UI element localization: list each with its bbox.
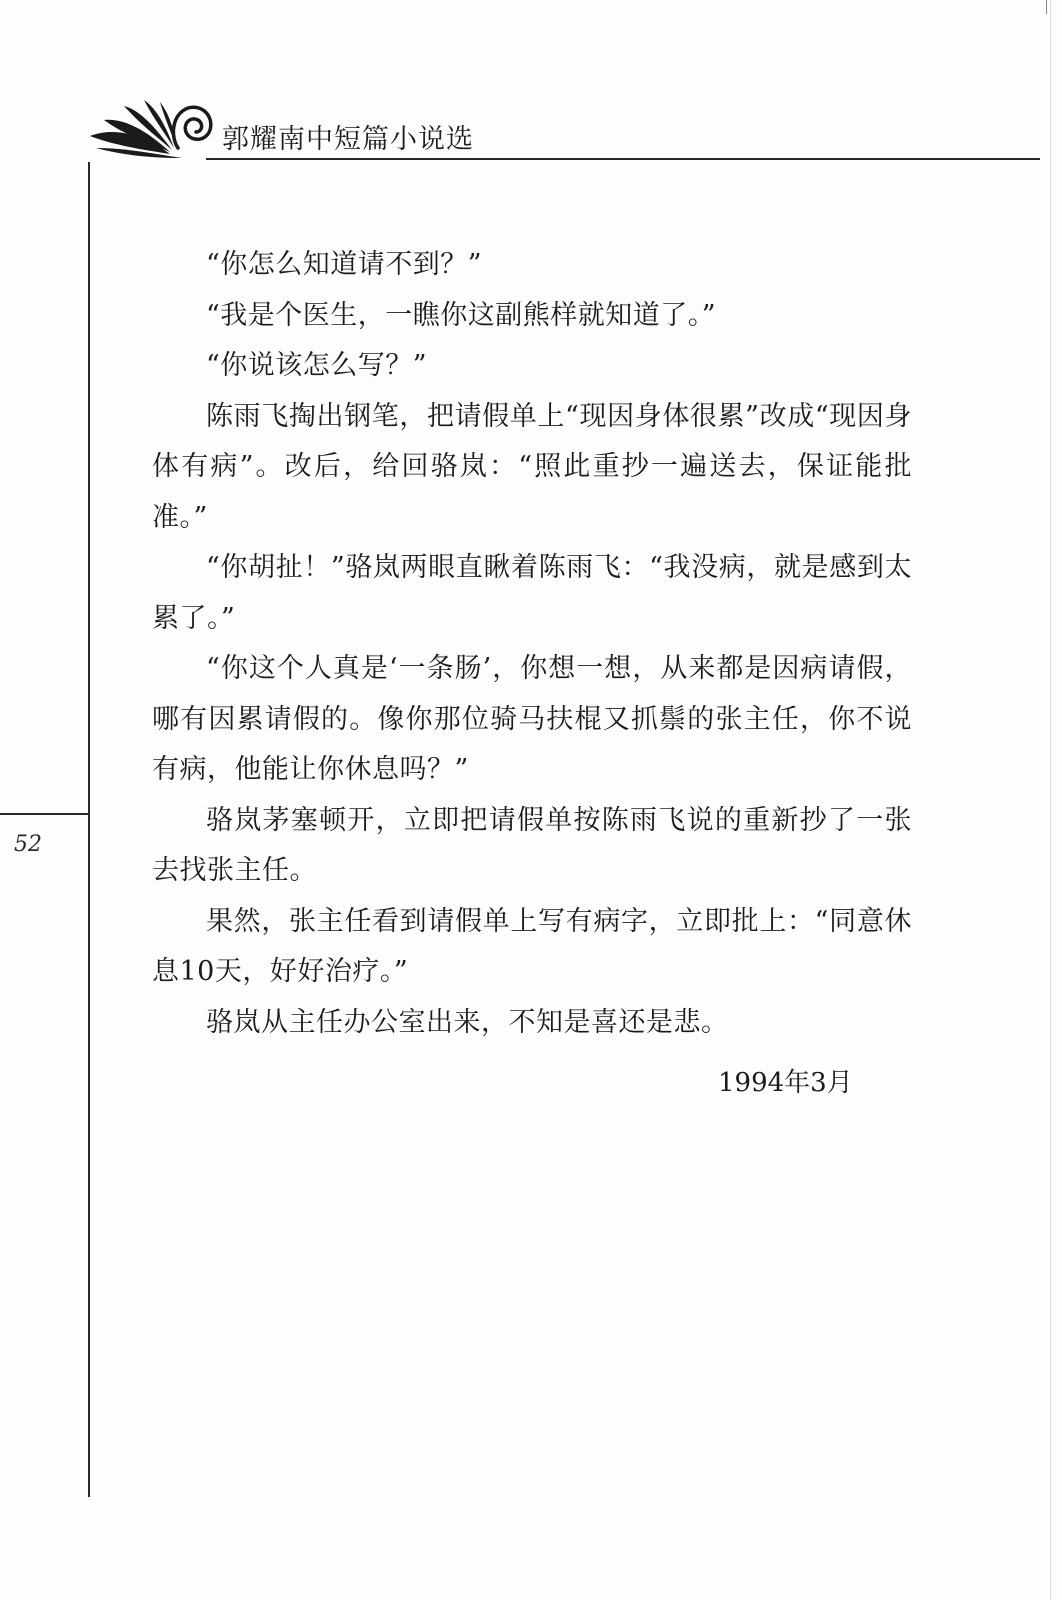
paragraph: 陈雨飞掏出钢笔，把请假单上“现因身体很累”改成“现因身体有病”。改后，给回骆岚：“照此重抄一遍送去，保证能批准。”	[152, 400, 912, 533]
page-edge	[1050, 0, 1051, 1600]
book-title: 郭耀南中短篇小说选	[222, 124, 474, 155]
paragraph: “你说该怎么写？”	[206, 350, 428, 381]
left-margin-rule	[88, 162, 90, 1497]
page-edge-mark	[1046, 0, 1047, 14]
header-rule	[206, 158, 1040, 160]
paragraph: 骆岚茅塞顿开，立即把请假单按陈雨飞说的重新抄了一张去找张主任。	[152, 804, 912, 886]
paragraph: “你怎么知道请不到？”	[206, 249, 483, 280]
paragraph: “你这个人真是‘一条肠’，你想一想，从来都是因病请假，哪有因累请假的。像你那位骑马扶棍又抓鬃的张主任，你不说有病，他能让你休息吗？”	[152, 653, 912, 785]
paragraph: 骆岚从主任办公室出来，不知是喜还是悲。	[206, 1006, 729, 1038]
page-number-rule	[0, 813, 88, 815]
paragraph: “你胡扯！”骆岚两眼直瞅着陈雨飞：“我没病，就是感到太累了。”	[152, 552, 912, 634]
paragraph: 果然，张主任看到请假单上写有病字，立即批上：“同意休息10天，好好治疗。”	[152, 905, 912, 987]
leaf-swirl-ornament-icon	[86, 96, 222, 162]
page-number: 52	[14, 832, 42, 857]
date-signature: 1994年3月	[718, 1068, 853, 1098]
body-text	[152, 240, 912, 1048]
paragraph: “我是个医生，一瞧你这副熊样就知道了。”	[206, 299, 717, 331]
